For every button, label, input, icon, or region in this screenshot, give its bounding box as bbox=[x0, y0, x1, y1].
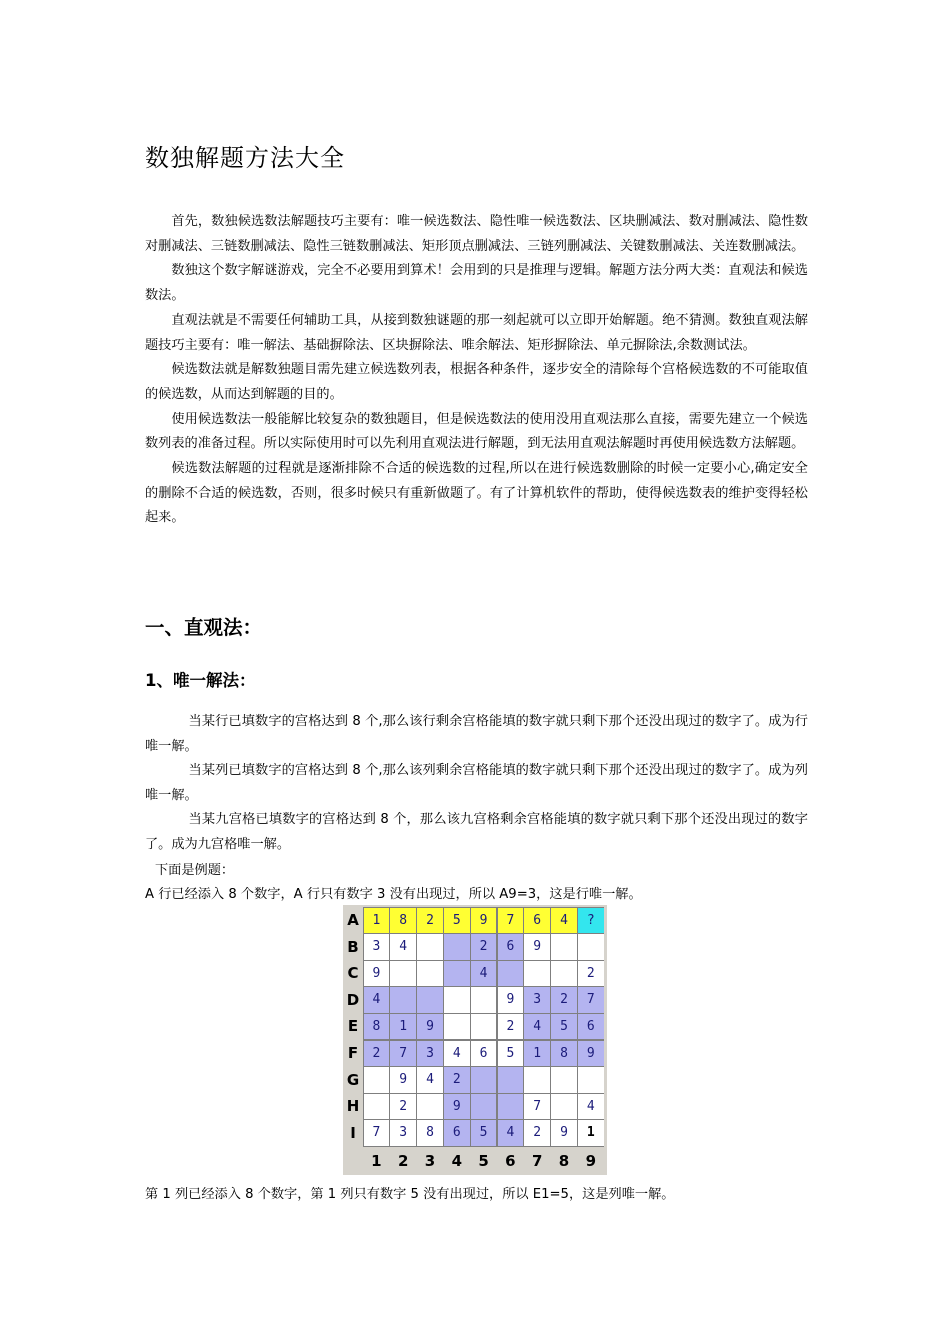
sudoku-cell bbox=[364, 1067, 390, 1093]
intro-section bbox=[145, 210, 808, 531]
sudoku-cell: 2 bbox=[578, 961, 604, 987]
sudoku-col-label: 7 bbox=[531, 1152, 543, 1170]
sudoku-cell: 4 bbox=[551, 908, 577, 934]
sudoku-cell: 4 bbox=[578, 1094, 604, 1120]
sudoku-row-label: F bbox=[347, 1044, 359, 1062]
sudoku-cell: 5 bbox=[471, 1120, 497, 1146]
sudoku-cell: 6 bbox=[498, 934, 524, 960]
sudoku-cell: 6 bbox=[578, 1014, 604, 1040]
example-caption-row: A 行已经添入 8 个数字，A 行只有数字 3 没有出现过，所以 A9=3，这是行唯一解。 bbox=[145, 887, 642, 902]
sudoku-cell: 2 bbox=[417, 908, 443, 934]
sudoku-cell: 8 bbox=[364, 1014, 390, 1040]
sudoku-cell bbox=[498, 961, 524, 987]
sudoku-cell: 4 bbox=[444, 1041, 470, 1067]
sudoku-col-label: 3 bbox=[424, 1152, 436, 1170]
intro-paragraph: 候选数法就是解数独题目需先建立候选数列表，根据各种条件，逐步安全的清除每个宫格候选数的不可能取值的候选数，从而达到解题的目的。 bbox=[145, 362, 808, 402]
sudoku-cell: 3 bbox=[364, 934, 390, 960]
sudoku-cell: ? bbox=[578, 908, 604, 934]
sudoku-cell: 2 bbox=[364, 1041, 390, 1067]
sudoku-cell bbox=[524, 1067, 550, 1093]
example-caption-column: 第 1 列已经添入 8 个数字，第 1 列只有数字 5 没有出现过，所以 E1=5，这是列唯一解。 bbox=[145, 1187, 675, 1202]
sudoku-row-label: I bbox=[350, 1123, 356, 1142]
sudoku-cell bbox=[578, 934, 604, 960]
sudoku-cell bbox=[444, 961, 470, 987]
sudoku-cell: 4 bbox=[471, 961, 497, 987]
sudoku-cell bbox=[524, 961, 550, 987]
sudoku-col-label: 9 bbox=[585, 1152, 596, 1170]
sudoku-cell: 9 bbox=[498, 987, 524, 1013]
sudoku-row-label: A bbox=[347, 911, 359, 929]
intro-paragraph: 直观法就是不需要任何辅助工具，从接到数独谜题的那一刻起就可以立即开始解题。绝不猜测。数独直观法解题技巧主要有：唯一解法、基础摒除法、区块摒除法、唯余解法、矩形摒除法、单元摒除法,余数测试法。 bbox=[145, 312, 808, 353]
sudoku-cell: 8 bbox=[417, 1120, 443, 1146]
sudoku-cell: 4 bbox=[364, 987, 390, 1013]
sudoku-cell bbox=[498, 1094, 524, 1120]
sudoku-row-label: C bbox=[347, 964, 359, 983]
page-title: 数独解题方法大全 bbox=[145, 144, 345, 172]
sudoku-cell: 4 bbox=[417, 1067, 443, 1093]
sudoku-cell: 9 bbox=[471, 908, 497, 934]
sudoku-cell: 9 bbox=[578, 1041, 604, 1067]
sudoku-cell: 6 bbox=[524, 908, 550, 934]
sudoku-cell: 7 bbox=[498, 908, 524, 934]
sudoku-cell: 9 bbox=[524, 934, 550, 960]
intro-paragraph: 首先，数独候选数法解题技巧主要有：唯一候选数法、隐性唯一候选数法、区块删减法、数对删减法、隐性数对删减法、三链数删减法、隐性三链数删减法、矩形顶点删减法、三链列删减法、关键数删减法、关连数删减法。 bbox=[145, 214, 808, 254]
sudoku-cell: 9 bbox=[364, 961, 390, 987]
sudoku-cell: 1 bbox=[364, 908, 390, 934]
rules-section bbox=[145, 710, 808, 857]
sudoku-cell: 3 bbox=[524, 987, 550, 1013]
rule-paragraph: 当某九宫格已填数字的宫格达到 8 个，那么该九宫格剩余宫格能填的数字就只剩下那个还没出现过的数字了。成为九宫格唯一解。 bbox=[145, 812, 808, 852]
sudoku-cell bbox=[417, 961, 443, 987]
sudoku-cell bbox=[471, 1094, 497, 1120]
sudoku-cell: 9 bbox=[551, 1120, 577, 1146]
intro-paragraph: 使用候选数法一般能解比较复杂的数独题目，但是候选数法的使用没用直观法那么直接，需要先建立一个候选数列表的准备过程。所以实际使用时可以先利用直观法进行解题，到无法用直观法解题时再使用候选数方法解题。 bbox=[145, 411, 808, 452]
sudoku-cell: 4 bbox=[390, 934, 416, 960]
intro-paragraph: 数独这个数字解谜游戏，完全不必要用到算术！会用到的只是推理与逻辑。解题方法分两大类：直观法和候选数法。 bbox=[145, 263, 808, 304]
intro-paragraph: 候选数法解题的过程就是逐渐排除不合适的候选数的过程,所以在进行候选数删除的时候一定要小心,确定安全的删除不合适的候选数，否则，很多时候只有重新做题了。有了计算机软件的帮助，使得候选数表的维护变得轻松起来。 bbox=[145, 461, 808, 526]
sudoku-cell: 1 bbox=[578, 1120, 604, 1146]
sudoku-cell: 8 bbox=[390, 908, 416, 934]
sudoku-cell: 5 bbox=[444, 908, 470, 934]
sudoku-cell: 7 bbox=[390, 1041, 416, 1067]
sudoku-cell: 8 bbox=[551, 1041, 577, 1067]
sudoku-cell: 9 bbox=[390, 1067, 416, 1093]
sudoku-cell bbox=[551, 1067, 577, 1093]
sudoku-cell: 2 bbox=[471, 934, 497, 960]
sudoku-cell: 1 bbox=[524, 1041, 550, 1067]
sudoku-cell bbox=[444, 1014, 470, 1040]
sudoku-row-label: B bbox=[347, 937, 359, 956]
sudoku-cell bbox=[471, 987, 497, 1013]
sudoku-cell bbox=[417, 934, 443, 960]
sudoku-cell bbox=[551, 961, 577, 987]
subsection-heading: 1、唯一解法： bbox=[145, 671, 256, 690]
sudoku-cell bbox=[498, 1067, 524, 1093]
sudoku-cell: 4 bbox=[524, 1014, 550, 1040]
sudoku-col-label: 1 bbox=[371, 1152, 382, 1170]
sudoku-cell: 9 bbox=[444, 1094, 470, 1120]
sudoku-cell: 2 bbox=[444, 1067, 470, 1093]
sudoku-row-label: D bbox=[346, 990, 360, 1009]
sudoku-cell: 4 bbox=[498, 1120, 524, 1146]
sudoku-cell: 5 bbox=[498, 1041, 524, 1067]
sudoku-cell bbox=[364, 1094, 390, 1120]
sudoku-row-label: E bbox=[347, 1017, 359, 1036]
sudoku-cell: 2 bbox=[551, 987, 577, 1013]
sudoku-cell bbox=[444, 934, 470, 960]
sudoku-cell: 2 bbox=[390, 1094, 416, 1120]
sudoku-grid-figure bbox=[343, 905, 607, 1175]
sudoku-row-label: G bbox=[346, 1070, 360, 1089]
sudoku-col-label: 2 bbox=[397, 1152, 409, 1170]
sudoku-col-label: 4 bbox=[451, 1152, 462, 1170]
rule-paragraph: 当某行已填数字的宫格达到 8 个,那么该行剩余宫格能填的数字就只剩下那个还没出现过的数字了。成为行唯一解。 bbox=[145, 714, 808, 754]
section-heading: 一、直观法： bbox=[145, 616, 263, 639]
sudoku-cell bbox=[390, 987, 416, 1013]
example-intro: 下面是例题： bbox=[155, 863, 235, 878]
sudoku-cell bbox=[551, 1094, 577, 1120]
sudoku-cell: 3 bbox=[417, 1041, 443, 1067]
sudoku-cell: 6 bbox=[471, 1041, 497, 1067]
sudoku-cell bbox=[551, 934, 577, 960]
sudoku-cell: 3 bbox=[390, 1120, 416, 1146]
sudoku-cell: 7 bbox=[578, 987, 604, 1013]
sudoku-cell bbox=[390, 961, 416, 987]
sudoku-cell: 7 bbox=[364, 1120, 390, 1146]
sudoku-cell bbox=[578, 1067, 604, 1093]
sudoku-col-label: 5 bbox=[478, 1152, 489, 1170]
sudoku-cell: 2 bbox=[524, 1120, 550, 1146]
sudoku-cell: 9 bbox=[417, 1014, 443, 1040]
sudoku-row-label: H bbox=[346, 1097, 360, 1116]
sudoku-cell bbox=[471, 1067, 497, 1093]
sudoku-cell bbox=[471, 1014, 497, 1040]
sudoku-cell bbox=[417, 1094, 443, 1120]
rule-paragraph: 当某列已填数字的宫格达到 8 个,那么该列剩余宫格能填的数字就只剩下那个还没出现过的数字了。成为列唯一解。 bbox=[145, 763, 808, 803]
sudoku-cell: 2 bbox=[498, 1014, 524, 1040]
sudoku-col-label: 6 bbox=[505, 1152, 516, 1170]
sudoku-cell bbox=[444, 987, 470, 1013]
sudoku-grid bbox=[363, 907, 604, 1147]
sudoku-cell: 5 bbox=[551, 1014, 577, 1040]
sudoku-cell: 7 bbox=[524, 1094, 550, 1120]
sudoku-col-label: 8 bbox=[558, 1152, 570, 1170]
sudoku-cell bbox=[417, 987, 443, 1013]
sudoku-cell: 1 bbox=[390, 1014, 416, 1040]
sudoku-cell: 6 bbox=[444, 1120, 470, 1146]
